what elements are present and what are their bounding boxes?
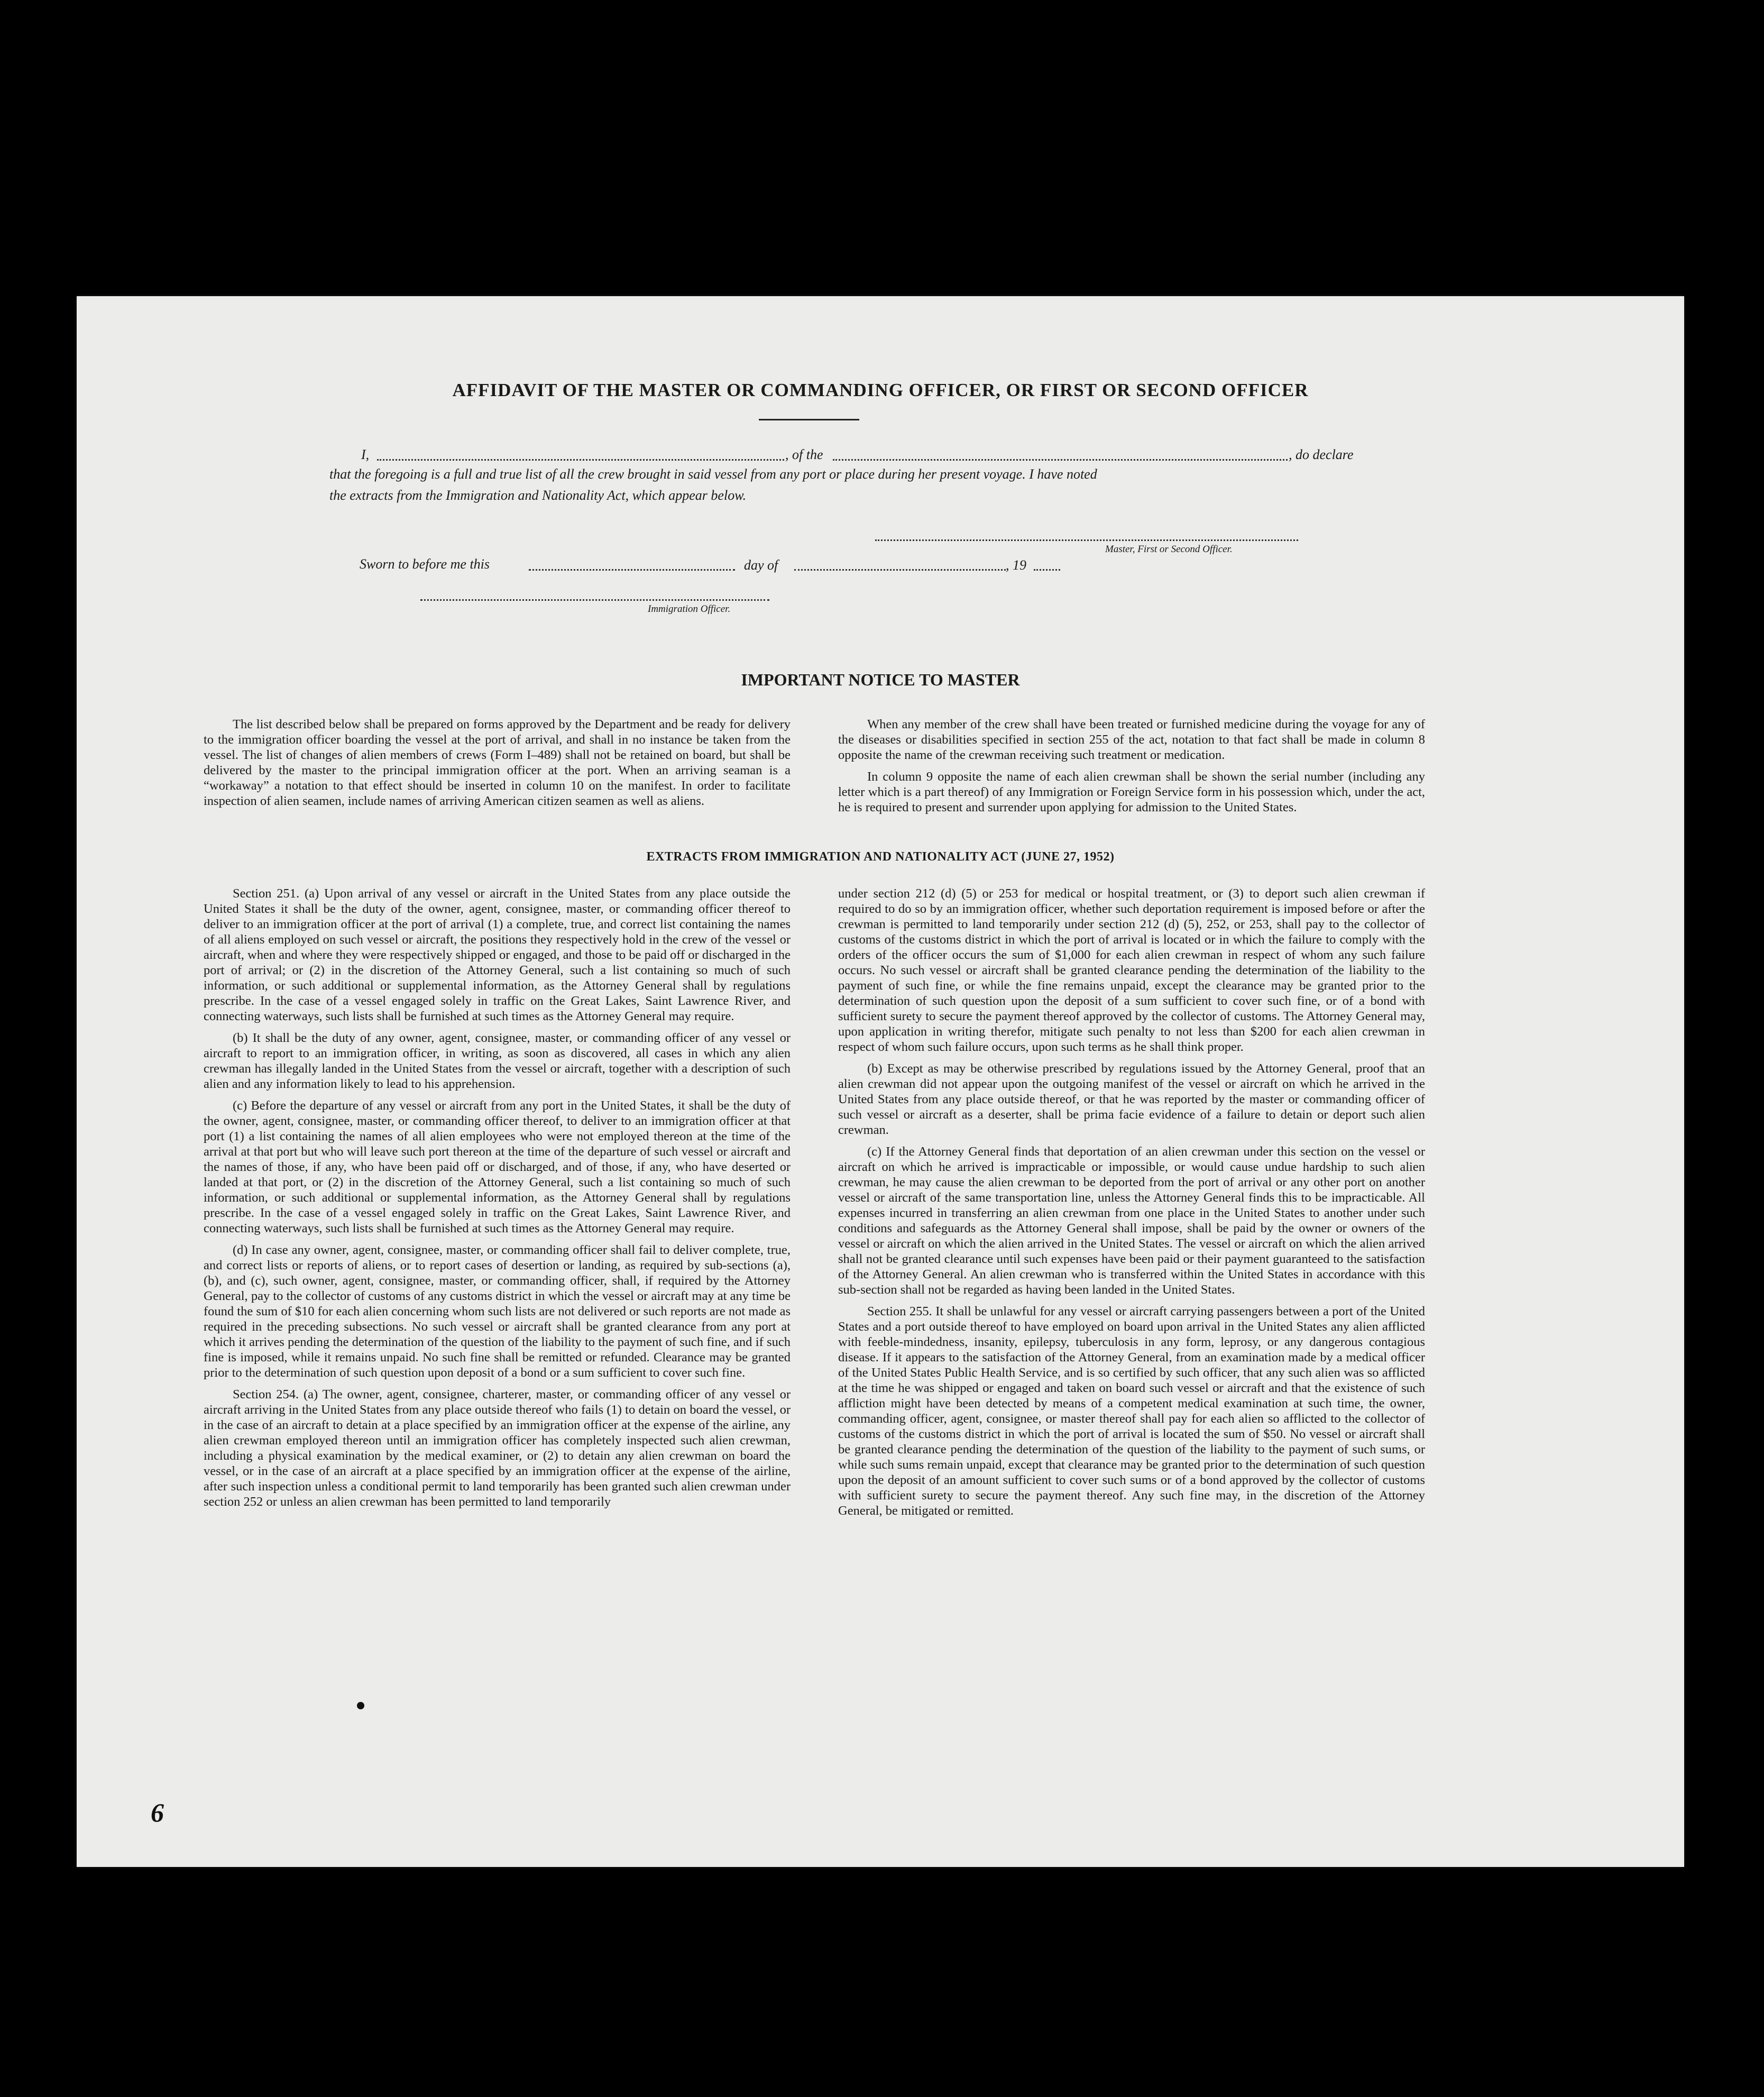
day-of-label: day of <box>744 557 778 573</box>
notice-left-paragraph: The list described below shall be prepared on forms approved by the Department and be ready for delivery to the immigration officer boarding the vessel at the port of arrival, and shall in no instance be taken from the vessel. The list of changes of alien members of crews (Form I–489) shall not be retained on board, but shall be delivered by the master to the principal immigration officer at the port. When an arriving seaman is a “workaway” a notation to that effect should be inserted in column 10 on the manifest. In order to facilitate inspection of alien seamen, include names of arriving American citizen seamen as well as aliens. <box>204 717 791 808</box>
extract-paragraph: (b) Except as may be otherwise prescribed by regulations issued by the Attorney General, proof that an alien crewman did not appear upon the outgoing manifest of the vessel or aircraft on which he arrived in the United States from any place outside thereof, or that he was reported by the master or commanding officer of such vessel or aircraft as a deserter, shall be prima facie evidence of a failure to detain or deport such alien crewman. <box>838 1061 1425 1137</box>
affidavit-statement-line1: that the foregoing is a full and true list of all the crew brought in said vessel from any port or place during her present voyage. I have noted <box>329 466 1097 482</box>
affiant-name-field[interactable] <box>377 459 784 461</box>
document-page <box>77 296 1684 1867</box>
affidavit-statement-line2: the extracts from the Immigration and Nationality Act, which appear below. <box>329 488 747 503</box>
affidavit-declare-label: , do declare <box>1289 447 1354 462</box>
sworn-day-field[interactable] <box>529 569 735 571</box>
notice-right-column <box>838 717 1425 821</box>
extract-paragraph: Section 251. (a) Upon arrival of any vessel or aircraft in the United States from any place outside the United States it shall be the duty of the owner, agent, consignee, master, or commanding officer thereof to deliver to an immigration officer at the port of arrival (1) a complete, true, and correct list containing the names of all aliens employed on such vessel or aircraft, the positions they respectively hold in the crew of the vessel or aircraft, when and where they were respectively shipped or engaged, and those to be paid off or discharged in the port of arrival; or (2) in the discretion of the Attorney General, such a list containing so much of such information, or such additional or supplemental information, as the Attorney General shall by regulations prescribe. In the case of a vessel engaged solely in traffic on the Great Lakes, Saint Lawrence River, and connecting waterways, such lists shall be furnished at such times as the Attorney General may require. <box>204 886 791 1023</box>
title-underline <box>759 419 859 420</box>
vessel-name-field[interactable] <box>833 459 1288 461</box>
extract-paragraph: Section 254. (a) The owner, agent, consignee, charterer, master, or commanding officer of any vessel or aircraft arriving in the United States from any place outside thereof who fails (1) to detain on board the vessel, or in the case of an aircraft to detain at a place specified by an immigration officer at the expense of the airline, any alien crewman employed thereon until an immigration officer has completely inspected such alien crewman, including a physical examination by the medical examiner, or (2) to detain any alien crewman on board the vessel, or in the case of an aircraft at a place specified by an immigration officer at the expense of the airline, after such inspection unless a conditional permit to land temporarily has been granted such alien crewman under section 252 or unless an alien crewman has been permitted to land temporarily <box>204 1387 791 1509</box>
notice-left-column <box>204 717 791 815</box>
extract-paragraph: Section 255. It shall be unlawful for any vessel or aircraft carrying passengers between a port of the United States and a port outside thereof to have employed on board upon arrival in the United States any alien afflicted with feeble-mindedness, insanity, epilepsy, tuberculosis in any form, leprosy, or any dangerous contagious disease. If it appears to the satisfaction of the Attorney General, from an examination made by a medical officer of the United States Public Health Service, and is so certified by such officer, that any such alien was so afflicted at the time he was shipped or engaged and taken on board such vessel or aircraft and that the existence of such affliction might have been detected by means of a competent medical examination at such time, the owner, commanding officer, agent, consignee, or master thereof shall pay for each alien so afflicted to the collector of customs of the customs district in which the port of arrival is located the sum of $50. No vessel or aircraft shall be granted clearance pending the determination of the question of the liability to the payment of such sums, or while such sums remain unpaid, except that clearance may be granted prior to the determination of such question upon the deposit of an amount sufficient to cover such sums or of a bond approved by the collector of customs with sufficient surety to secure the payment thereof. Any such fine may, in the discretion of the Attorney General, be mitigated or remitted. <box>838 1304 1425 1518</box>
extract-paragraph: (b) It shall be the duty of any owner, agent, consignee, master, or commanding officer of any vessel or aircraft to report to an immigration officer, in writing, as soon as discovered, all cases in which any alien crewman has illegally landed in the United States from the vessel or aircraft, together with a description of such alien and any information likely to lead to his apprehension. <box>204 1031 791 1091</box>
notice-right-paragraph: When any member of the crew shall have been treated or furnished medicine during the voyage for any of the diseases or disabilities specified in section 255 of the act, notation to that fact shall be made in column 8 opposite the name of the crewman receiving such treatment or medication. <box>838 717 1425 762</box>
affidavit-of-the-label: , of the <box>785 447 823 462</box>
page-number: 6 <box>151 1798 164 1827</box>
affidavit-i-label: I, <box>361 447 370 462</box>
notice-title: IMPORTANT NOTICE TO MASTER <box>741 670 1020 689</box>
master-signature-field[interactable] <box>875 539 1298 541</box>
notice-right-paragraph: In column 9 opposite the name of each alien crewman shall be shown the serial number (including any letter which is a part thereof) of any Immigration or Foreign Service form in his possession which, under the act, he is required to present and surrender upon applying for admission to the United States. <box>838 770 1425 814</box>
extract-paragraph: (c) Before the departure of any vessel or aircraft from any port in the United States, it shall be the duty of the owner, agent, consignee, master, or commanding officer thereof, to deliver to an immigration officer at that port (1) a list containing the names of all alien employees who were not employed thereon at the time of the arrival at that port but who will leave such port thereon at the time of the departure of such vessel or aircraft and the names of those, if any, who have been paid off or discharged, and of those, if any, who have deserted or landed at that port, or (2) in the discretion of the Attorney General, such a list containing so much of such information, or such additional or supplemental information, as the Attorney General shall by regulations prescribe. In the case of a vessel engaged solely in traffic on the Great Lakes, Saint Lawrence River, and connecting waterways, such lists shall be furnished at such times as the Attorney General may require. <box>204 1098 791 1235</box>
extract-paragraph: (c) If the Attorney General finds that deportation of an alien crewman under this section on the vessel or aircraft on which he arrived is impracticable or impossible, or would cause undue hardship to such alien crewman, he may cause the alien crewman to be deported from the port of arrival or any other port on another vessel or aircraft of the same transportation line, unless the Attorney General finds this to be impracticable. All expenses incurred in transferring an alien crewman from one place in the United States to another under such conditions and safeguards as the Attorney General shall impose, shall be paid by the owner or owners of the vessel or aircraft on which the alien arrived in the United States. The vessel or aircraft on which the alien arrived shall not be granted clearance until such expenses have been paid or their payment guaranteed to the satisfaction of the Attorney General. An alien crewman who is transferred within the United States in accordance with this sub-section shall not be regarded as having been landed in the United States. <box>838 1144 1425 1297</box>
extract-paragraph: (d) In case any owner, agent, consignee, master, or commanding officer shall fail to deliver complete, true, and correct lists or reports of aliens, or to report cases of desertion or landing, as required by sub-sections (a), (b), and (c), such owner, agent, consignee, master, or commanding officer, shall, if required by the Attorney General, pay to the collector of customs of any customs district in which the vessel or aircraft may at any time be found the sum of $10 for each alien concerning whom such lists are not delivered or such reports are not made as required in the preceding subsections. No such vessel or aircraft shall be granted clearance from any port at which it arrives pending the determination of the question of the liability to the payment of such fine, and if such fine is imposed, while it remains unpaid. No such fine shall be remitted or refunded. Clearance may be granted prior to the determination of such question upon deposit of a bond or a sum sufficient to cover such fine. <box>204 1243 791 1380</box>
extract-paragraph: under section 212 (d) (5) or 253 for medical or hospital treatment, or (3) to deport such alien crewman if required to do so by an immigration officer, whether such deportation requirement is imposed before or after the crewman is permitted to land temporarily under section 212 (d) (5), 252, or 253, shall pay to the collector of customs of the customs district in which the port of arrival is located or in which the failure to comply with the orders of the officer occurs the sum of $1,000 for each alien crewman in respect of whom any such failure occurs. No such vessel or aircraft shall be granted clearance pending the determination of the liability to the payment of such fine, or while the fine remains unpaid, except the clearance may be granted prior to the determination of such question upon the deposit of a sum sufficient to cover such fine, or of a bond with sufficient surety to secure the payment thereof approved by the collector of customs. The Attorney General may, upon application in writing therefor, mitigate such penalty to not less than $200 for each alien crewman in respect of whom such failure occurs, upon such terms as he shall think proper. <box>838 886 1425 1054</box>
sworn-label: Sworn to before me this <box>360 556 490 572</box>
sworn-month-field[interactable] <box>794 569 1006 571</box>
extracts-left-column <box>204 886 791 1516</box>
officer-signature-label: Immigration Officer. <box>648 603 731 615</box>
extracts-title: EXTRACTS FROM IMMIGRATION AND NATIONALITY ACT (JUNE 27, 1952) <box>646 850 1115 864</box>
master-signature-label: Master, First or Second Officer. <box>1105 544 1233 555</box>
bullet-mark <box>357 1702 364 1709</box>
extracts-right-column <box>838 886 1425 1525</box>
year-label: , 19 <box>1006 557 1026 573</box>
affidavit-title: AFFIDAVIT OF THE MASTER OR COMMANDING OFFICER, OR FIRST OR SECOND OFFICER <box>452 380 1309 400</box>
officer-signature-field[interactable] <box>420 599 769 601</box>
sworn-year-field[interactable] <box>1034 569 1060 571</box>
